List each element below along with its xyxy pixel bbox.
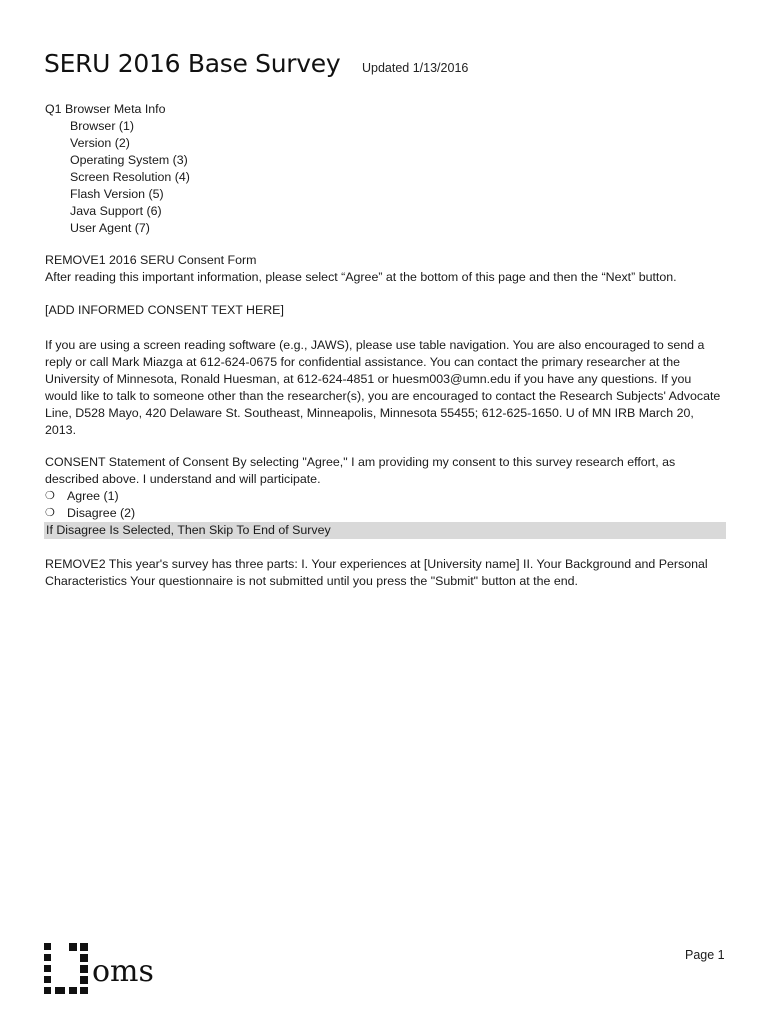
updated-date: Updated 1/13/2016 [362,61,469,75]
survey-title: SERU 2016 Base Survey [44,49,341,78]
skip-logic-bar: If Disagree Is Selected, Then Skip To End of Survey [44,522,726,539]
radio-circle-icon: ❍ [45,507,55,519]
consent-placeholder: [ADD INFORMED CONSENT TEXT HERE] [45,303,284,317]
radio-circle-icon: ❍ [45,490,55,502]
radio-label: Disagree (2) [67,506,136,520]
radio-label: Agree (1) [67,489,119,503]
option-item: Operating System (3) [70,153,188,167]
radio-option-disagree[interactable] [45,505,725,522]
question-text: After reading this important information, please select “Agree” at the bottom of this page and then the “Next” button. [45,270,677,284]
option-item: Screen Resolution (4) [70,170,190,184]
instructions-paragraph: If you are using a screen reading software (e.g., JAWS), please use table navigation. You are also encouraged to send a reply or call Mark Miazga at 612-624-0675 for confidential assistance. You can contact the primary researcher at the University of Minnesota, Ronald Huesman, at 612-624-4851 or huesm003@umn.edu if you have any questions. If you would like to talk to someone other than the researcher(s), you are encouraged to contact the Research Subjects' Advocate Line, D528 Mayo, 420 Delaware St. Southeast, Minneapolis, Minnesota 55455; 612-625-1650. U of MN IRB March 20, 2013. [45,338,721,437]
logo-text: oms [92,954,154,989]
option-item: Version (2) [70,136,130,150]
question-heading: REMOVE1 2016 SERU Consent Form [45,253,257,267]
question-q1 [45,101,190,237]
oms-logo-icon [42,940,192,1000]
option-item: Java Support (6) [70,204,162,218]
option-item: Browser (1) [70,119,135,133]
option-item: User Agent (7) [70,221,150,235]
question-heading: Q1 Browser Meta Info [45,102,166,116]
page-number: Page 1 [685,948,725,962]
question-text: CONSENT Statement of Consent By selecting "Agree," I am providing my consent to this survey research effort, as described above. I understand and will participate. [45,455,676,486]
question-consent [45,454,725,522]
question-remove1 [45,252,730,286]
option-item: Flash Version (5) [70,187,164,201]
question-remove2: REMOVE2 This year's survey has three parts: I. Your experiences at [University name] II. Your Background and Personal Characteristics Your questionnaire is not submitted until you press the "Submit" button at the end. [45,557,708,588]
radio-option-agree[interactable] [45,488,725,505]
